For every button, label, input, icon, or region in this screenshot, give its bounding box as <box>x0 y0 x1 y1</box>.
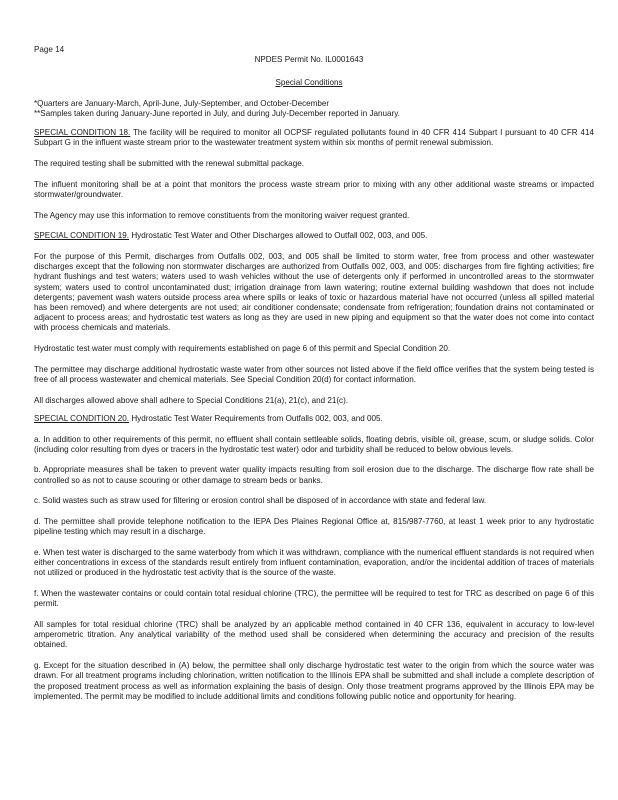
sc20-item-a: a. In addition to other requirements of this permit, no effluent shall contain settleable solids, floating debris, visible oil, grease, scum, or sludge solids. Color (including color resulting from dyes or tracers in the hydrostatic test water) odor and turbidity shall be reduced to below obvious levels. <box>34 434 594 454</box>
sc18-paragraph-4: The Agency may use this information to remove constituents from the monitoring waiver request granted. <box>34 210 410 220</box>
footnotes <box>34 99 594 119</box>
footnote-quarters: *Quarters are January-March, April-June, July-September, and October-December <box>34 99 330 108</box>
sc20-item-d: d. The permittee shall provide telephone notification to the IEPA Des Plaines Regional Office at, 815/987-7760, at least 1 week prior to any hydrostatic pipeline testing which may result in a discharge. <box>34 517 594 537</box>
sc19-paragraph-3: The permittee may discharge additional hydrostatic waste water from other sources not listed above if the field office verifies that the system being tested is free of all process wastewater and chemical materials. See Special Condition 20(d) for contact information. <box>34 364 594 384</box>
sc19-title: Hydrostatic Test Water and Other Discharges allowed to Outfall 002, 003, and 005. <box>131 231 428 241</box>
sc18-heading: SPECIAL CONDITION 18. <box>34 128 131 137</box>
sc20-item-g: g. Except for the situation described in (A) below, the permittee shall only discharge hydrostatic test water to the origin from which the source water was drawn. For all treatment programs including chlorination, written notification to the Illinois EPA shall be submitted and shall include a complete description of the proposed treatment process as well as information explaining the basis of design. Only those treatment programs approved by the Illinois EPA may be implemented. The permit may be modified to include additional limits and conditions following public notice and opportunity for hearing. <box>34 661 594 701</box>
sc20-item-f-continued: All samples for total residual chlorine (TRC) shall be analyzed by an applicable method contained in 40 CFR 136, equivalent in accuracy to low-level amperometric titration. Any analytical variability of the method used shall be considered when determining the accuracy and precision of the results obtained. <box>34 620 594 650</box>
sc20-heading: SPECIAL CONDITION 20. <box>34 413 130 423</box>
sc18-text: The facility will be required to monitor all OCPSF regulated pollutants found in 40 CFR 414 Subpart I pursuant to 40 CFR 414 Subpart G in the influent waste stream prior to the wastewater treatment system within six months of permit renewal submission. <box>34 128 594 148</box>
sc19-paragraph-4: All discharges allowed above shall adhere to Special Conditions 21(a), 21(c), and 21(c). <box>34 395 349 405</box>
sc18-paragraph-3: The influent monitoring shall be at a point that monitors the process waste stream prior to mixing with any other additional waste streams or impacted stormwater/groundwater. <box>34 179 594 199</box>
sc19-paragraph-2: Hydrostatic test water must comply with requirements established on page 6 of this permit and Special Condition 20. <box>34 344 451 354</box>
sc18-paragraph-2: The required testing shall be submitted with the renewal submittal package. <box>34 158 304 168</box>
sc20-item-e: e. When test water is discharged to the same waterbody from which it was withdrawn, compliance with the numerical effluent standards is not required when either concentrations in excess of the standards result entirely from influent contamination, evaporation, and/or the incidental addition of traces of materials not utilized or produced in the hydrostatic test activity that is the source of the waste. <box>34 547 594 578</box>
page-number: Page 14 <box>34 45 65 54</box>
special-condition-18 <box>34 128 594 148</box>
special-condition-19 <box>34 231 594 241</box>
sc20-item-b: b. Appropriate measures shall be taken to prevent water quality impacts resulting from soil erosion due to the discharge. The discharge flow rate shall be controlled so as not to cause scouring or other damage to stream beds or banks. <box>34 465 594 485</box>
sc20-item-c: c. Solid wastes such as straw used for filtering or erosion control shall be disposed of in accordance with state and federal law. <box>34 496 487 506</box>
sc19-paragraph-1: For the purpose of this Permit, discharges from Outfalls 002, 003, and 005 shall be limited to storm water, free from process and other wastewater discharges except that the following non stormwater discharges are authorized from Outfalls 002, 003, and 005: discharges from fire fighting activities; fire hydrant flushings and test waters; waters used to wash vehicles without the use of detergents only if performed in uncontrolled areas to the stormwater system; waters used to control uncontaminated dust; irrigation drainage from lawn watering; routine external building washdown that does not include detergents; pavement wash waters outside process area where spills or leaks of toxic or hazardous material have not occurred (unless all spilled material has been removed) and where detergents are not used; air conditioner condensate; condensate from refrigeration; foundation drains not contaminated or adjacent to process areas; and hydrostatic test waters as long as they are used in new piping and equipment so that the water does not come into contact with process chemicals and materials. <box>34 251 594 333</box>
footnote-samples: **Samples taken during January-June reported in July, and during July-December reported in January. <box>34 109 400 119</box>
sc19-heading: SPECIAL CONDITION 19. <box>34 231 130 241</box>
sc20-item-f: f. When the wastewater contains or could contain total residual chlorine (TRC), the permittee will be required to test for TRC as described on page 6 of this permit. <box>34 589 594 609</box>
sc20-title: Hydrostatic Test Water Requirements from Outfalls 002, 003, and 005. <box>131 413 383 423</box>
section-title: Special Conditions <box>275 78 343 87</box>
document-body <box>34 128 594 712</box>
permit-number: NPDES Permit No. IL0001643 <box>254 55 364 64</box>
special-condition-20 <box>34 414 594 424</box>
